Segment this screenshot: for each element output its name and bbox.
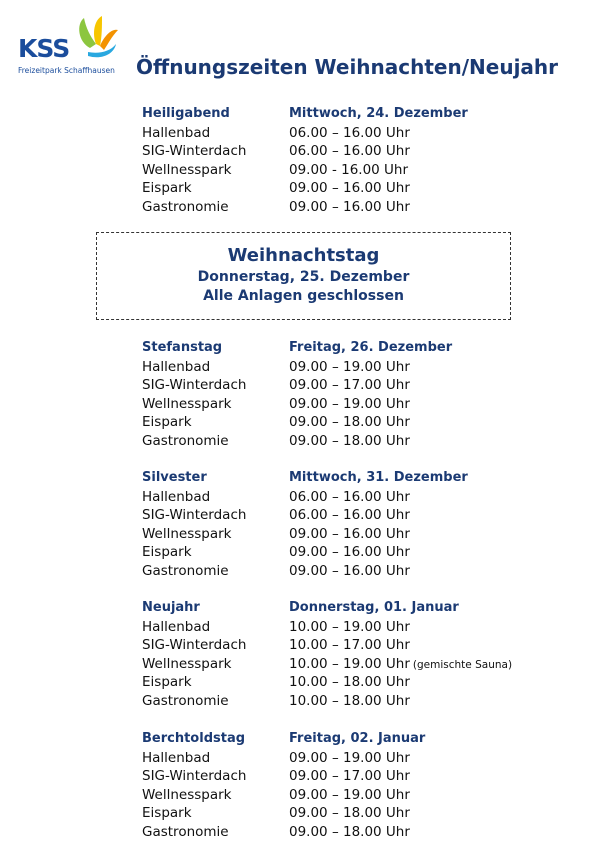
facility-name: Eispark [142, 805, 192, 822]
facility-name: Gastronomie [142, 432, 229, 449]
hours-row [142, 823, 542, 842]
opening-hours: 06.00 – 16.00 Uhr [289, 124, 410, 141]
section-header [142, 105, 542, 124]
opening-hours: 09.00 – 19.00 Uhr [289, 395, 410, 412]
hours-note: (gemischte Sauna) [412, 658, 513, 671]
hours-row [142, 767, 542, 786]
facility-name: SIG-Winterdach [142, 768, 247, 785]
section-header [142, 599, 542, 618]
day-date: Freitag, 02. Januar [289, 731, 426, 746]
opening-hours: 09.00 – 19.00 Uhr [289, 749, 410, 766]
kss-logo [18, 14, 118, 78]
opening-hours: 09.00 – 16.00 Uhr [289, 198, 410, 215]
hours-row [142, 562, 542, 581]
christmas-title: Weihnachtstag [227, 245, 380, 266]
facility-name: Wellnesspark [142, 395, 232, 412]
opening-hours: 09.00 – 17.00 Uhr [289, 377, 410, 394]
logo-subtitle: Freizeitpark Schaffhausen [18, 66, 115, 75]
facility-name: Eispark [142, 544, 192, 561]
opening-hours: 10.00 – 19.00 Uhr [289, 618, 410, 635]
opening-hours: 09.00 – 16.00 Uhr [289, 180, 410, 197]
opening-hours: 06.00 – 16.00 Uhr [289, 507, 410, 524]
schedule-berchtoldstag [142, 730, 542, 842]
hours-row [142, 673, 542, 692]
facility-name: Hallenbad [142, 488, 211, 505]
opening-hours: 10.00 – 19.00 Uhr [289, 655, 410, 672]
schedule-stefanstag [142, 339, 542, 451]
opening-hours: 10.00 – 17.00 Uhr [289, 637, 410, 654]
hours-row [142, 124, 542, 143]
hours-row [142, 804, 542, 823]
hours-row [142, 636, 542, 655]
page-title: Öffnungszeiten Weihnachten/Neujahr [136, 55, 559, 79]
day-name: Silvester [142, 470, 207, 485]
schedule-heiligabend [142, 105, 542, 217]
hours-row [142, 376, 542, 395]
facility-name: Gastronomie [142, 562, 229, 579]
facility-name: SIG-Winterdach [142, 507, 247, 524]
hours-row [142, 525, 542, 544]
day-date: Mittwoch, 31. Dezember [289, 470, 468, 485]
opening-hours: 09.00 - 16.00 Uhr [289, 161, 409, 178]
hours-row [142, 358, 542, 377]
hours-row [142, 413, 542, 432]
day-date: Mittwoch, 24. Dezember [289, 106, 468, 121]
day-name: Stefanstag [142, 340, 223, 355]
facility-name: SIG-Winterdach [142, 143, 247, 160]
hours-row [142, 692, 542, 711]
hours-row [142, 655, 542, 674]
christmas-closed-box [96, 232, 511, 320]
section-header [142, 469, 542, 488]
opening-hours: 09.00 – 18.00 Uhr [289, 805, 410, 822]
facility-name: Eispark [142, 180, 192, 197]
splash-icon [70, 14, 120, 64]
facility-name: Gastronomie [142, 823, 229, 840]
schedule-neujahr [142, 599, 542, 711]
facility-name: Wellnesspark [142, 786, 232, 803]
facility-name: Hallenbad [142, 124, 211, 141]
facility-name: Wellnesspark [142, 525, 232, 542]
opening-hours: 06.00 – 16.00 Uhr [289, 143, 410, 160]
facility-name: Eispark [142, 674, 192, 691]
facility-name: SIG-Winterdach [142, 637, 247, 654]
opening-hours: 09.00 – 16.00 Uhr [289, 544, 410, 561]
opening-hours: 09.00 – 16.00 Uhr [289, 525, 410, 542]
hours-row [142, 618, 542, 637]
hours-row [142, 786, 542, 805]
schedule-silvester [142, 469, 542, 581]
opening-hours: 09.00 – 19.00 Uhr [289, 358, 410, 375]
opening-hours: 09.00 – 18.00 Uhr [289, 823, 410, 840]
facility-name: Hallenbad [142, 358, 211, 375]
hours-row [142, 749, 542, 768]
opening-hours: 10.00 – 18.00 Uhr [289, 674, 410, 691]
hours-row [142, 142, 542, 161]
opening-hours: 09.00 – 17.00 Uhr [289, 768, 410, 785]
facility-name: Hallenbad [142, 618, 211, 635]
hours-row [142, 395, 542, 414]
opening-hours: 09.00 – 19.00 Uhr [289, 786, 410, 803]
opening-hours: 09.00 – 18.00 Uhr [289, 414, 410, 431]
christmas-date: Donnerstag, 25. Dezember [197, 269, 410, 285]
facility-name: Wellnesspark [142, 655, 232, 672]
logo-text: KSS [18, 34, 70, 63]
hours-row [142, 432, 542, 451]
facility-name: Wellnesspark [142, 161, 232, 178]
facility-name: Eispark [142, 414, 192, 431]
hours-row [142, 179, 542, 198]
day-date: Freitag, 26. Dezember [289, 340, 453, 355]
facility-name: Hallenbad [142, 749, 211, 766]
facility-name: SIG-Winterdach [142, 377, 247, 394]
hours-row [142, 543, 542, 562]
opening-hours: 09.00 – 16.00 Uhr [289, 562, 410, 579]
section-header [142, 730, 542, 749]
section-header [142, 339, 542, 358]
opening-hours: 09.00 – 18.00 Uhr [289, 432, 410, 449]
opening-hours: 06.00 – 16.00 Uhr [289, 488, 410, 505]
hours-row [142, 198, 542, 217]
day-date: Donnerstag, 01. Januar [289, 600, 459, 615]
hours-row [142, 488, 542, 507]
day-name: Berchtoldstag [142, 731, 246, 746]
facility-name: Gastronomie [142, 198, 229, 215]
day-name: Heiligabend [142, 106, 230, 121]
opening-hours: 10.00 – 18.00 Uhr [289, 692, 410, 709]
hours-row [142, 161, 542, 180]
facility-name: Gastronomie [142, 692, 229, 709]
hours-row [142, 506, 542, 525]
day-name: Neujahr [142, 600, 200, 615]
christmas-note: Alle Anlagen geschlossen [203, 288, 404, 304]
